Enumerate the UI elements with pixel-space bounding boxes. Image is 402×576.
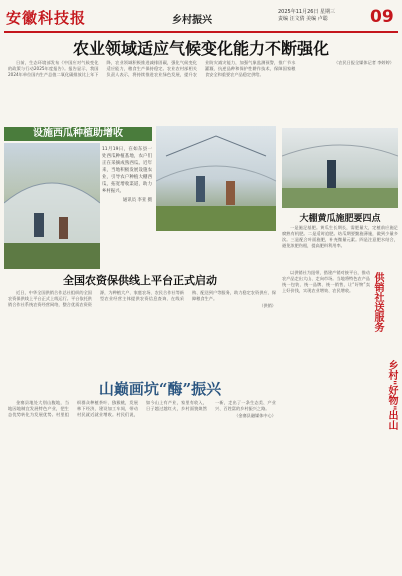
photo-caption-text: 11月19日，在如东县一处西瓜种植基地，农户们正在采摘成熟西瓜。近年来，当地积极发展设施农业，引导农户种植大棚西瓜，拓宽增收渠道，助力乡村振兴。 (102, 147, 152, 194)
photo-feature-title: 设施西瓜种植助增收 (4, 127, 152, 141)
mountain-article-title: 山巅画坑“酶”振兴 (98, 380, 222, 398)
mountain-article-body (8, 400, 276, 570)
cucumber-photo (282, 128, 398, 208)
vertical-headline-1: 供销社送服务 (372, 272, 383, 332)
side-article-body (282, 225, 398, 265)
lead-article-text: 日前，生态环境部发布《中国应对气候变化的政策与行动2025年度报告》。报告显示，我国2024年单位国内生产总值二氧化碳排放比上年下降，农业领域积极推进减排固碳，强化气候变化适应能力，粮食生产保持稳定。农业农村部相关负责人表示，将持续推进农业绿色发展，提升农业防灾减灾能力，加强气象监测预警，推广节水灌溉、抗逆品种和保护性耕作技术，保障国家粮食安全和重要农产品稳定供给。 (8, 60, 296, 77)
cucumber-illustration (282, 128, 398, 208)
lead-article-footer: （农民日报全媒体记者 李婷婷） (334, 60, 394, 65)
photo-credit: 通讯员 李亚 摄 (122, 198, 152, 203)
greenhouse-photo (4, 143, 100, 269)
mountain-article-text: 金寨县地处大别山腹地，当地因地制宜发展特色产业，把生态优势转化为发展优势。村里组织群众种植茶叶、猕猴桃，发展林下经济，建设加工车间，带动村民就近就业增收。村民们说，如今山上有产业，家里有收入，日子越过越红火，乡村面貌焕然一新，走出了一条生态美、产业兴、百姓富的乡村振兴之路。 (8, 400, 276, 417)
edition-editors: 责编 汪文倩 美编 卢聪 (278, 16, 328, 22)
photo-caption (102, 146, 152, 256)
farm-illustration (156, 126, 276, 231)
masthead-divider (4, 31, 398, 33)
lead-headline: 农业领域适应气候变化能力不断强化 (72, 39, 329, 58)
lead-article-body (8, 60, 394, 120)
edition-info (278, 9, 335, 23)
platform-article-text: 近日，中华全国供销合作总社组织的全国农资保供线上平台正式上线运行。平台依托供销合作社系统农资经营网络，整合优质农资资源，为种植大户、家庭农场、农民合作社等新型农业经营主体提供农资信息查询、在线采购、配送到户等服务，助力稳定农资供应、保障粮食生产。 (8, 290, 276, 307)
newspaper-logo: 安徽科技报 (6, 9, 87, 27)
vertical-headline-2: 乡村"好物"出山 (386, 360, 397, 431)
edition-date: 2025年11月26日 星期三 (278, 9, 336, 15)
platform-article-footer: （供销） (259, 303, 276, 308)
platform-article-title: 全国农资保供线上平台正式启动 (63, 274, 217, 287)
masthead (0, 0, 402, 34)
side-article-text: 一是施足基肥。黄瓜生长期长，需肥量大，定植前应施足腐熟有机肥。二是适时追肥。结瓜期要勤施薄施，做到少量多次。三是配合叶面施肥，补充微量元素。四是注意肥水结合，避免浓肥伤根，提高肥料利用率。 (282, 225, 398, 248)
right-lower-body (282, 270, 370, 570)
side-article-title: 大棚黄瓜施肥要四点 (299, 214, 381, 224)
mountain-article-footer: （金寨县融媒体中心） (234, 413, 276, 418)
greenhouse-illustration (4, 143, 100, 269)
page-number: 09 (370, 7, 394, 27)
farm-photo (156, 126, 276, 231)
section-title: 乡村振兴 (172, 15, 212, 26)
platform-article-body (8, 290, 276, 350)
right-lower-text: 以供销社为纽带，搭建产销对接平台，推动农产品走出大山、走向市场。当地将特色农产品统一包装、统一品牌、统一销售，让“好物”卖上好价钱，实现农业增效、农民增收。 (282, 270, 370, 293)
